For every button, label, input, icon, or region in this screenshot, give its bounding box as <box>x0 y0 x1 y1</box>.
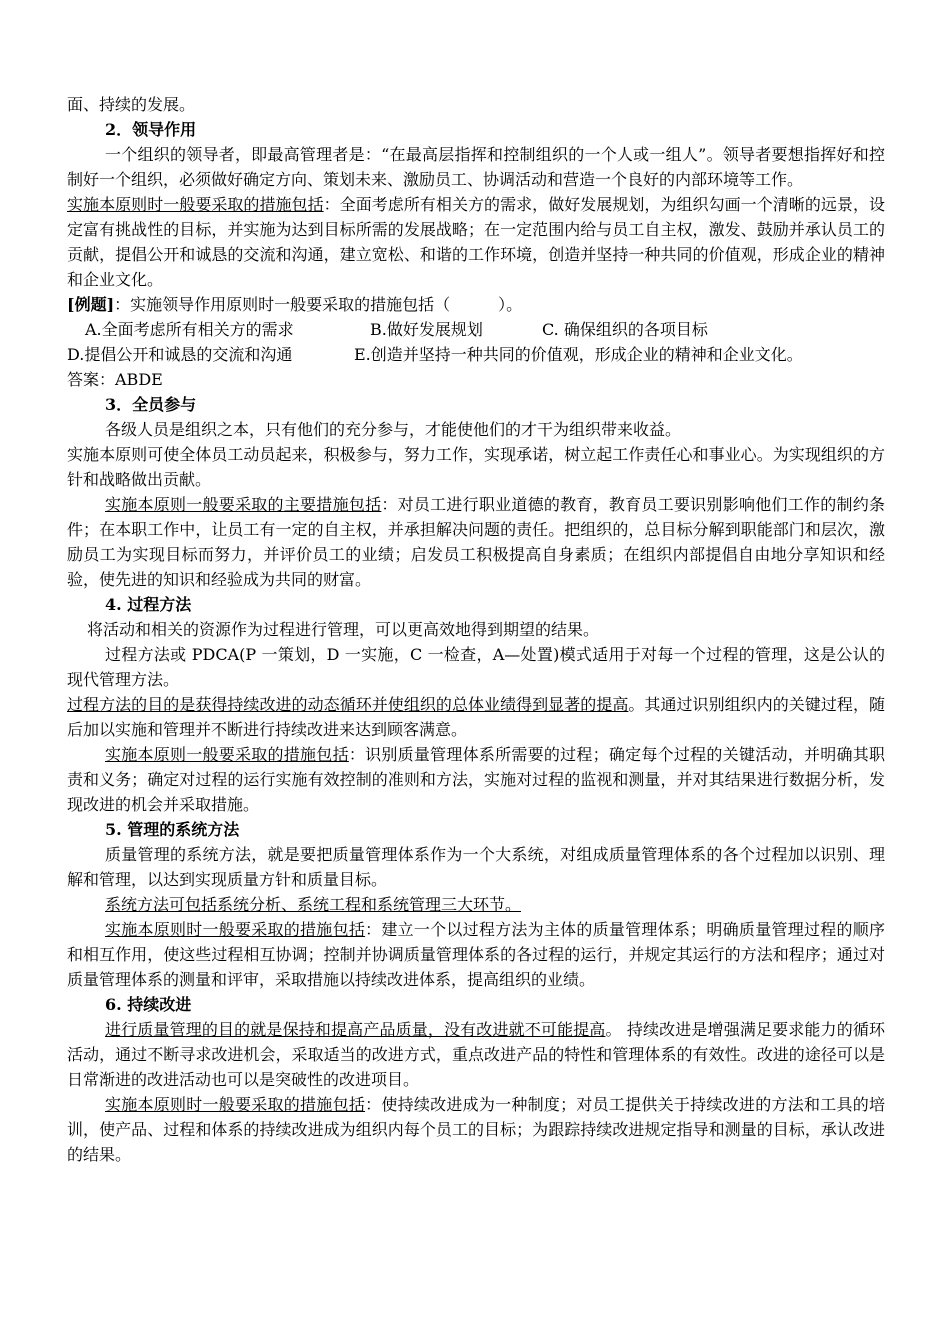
section-2-measures-text: ：全面考虑所有相关方的需求，做好发展规划，为组织勾画一个清晰的远景，设定富有挑战性的目标，并实施为达到目标所需的发展战略；在一定范围内给与员工自主权，激发、鼓励并承认员工的贡献，提倡公开和诚恳的交流和沟通，建立宽松、和谐的工作环境，创造并坚持一种共同的价值观，形成企业的精神和企业文化。 <box>67 195 885 289</box>
section-4-measures-text: ：识别质量管理体系所需要的过程；确定每个过程的关键活动，并明确其职责和义务；确定对过程的运行实施有效控制的准则和方法，实施对过程的监视和测量，并对其结果进行数据分析，发现改进的机会并采取措施。 <box>67 745 885 814</box>
section-4-paragraph-2: 过程方法或 PDCA(P 一策划，D 一实施，C 一检查，A—处置)模式适用于对每一个过程的管理，这是公认的现代管理方法。 <box>67 645 885 689</box>
section-3-measures-label: 实施本原则一般要采取的主要措施包括 <box>105 495 382 514</box>
section-2-heading: 2．领导作用 <box>105 120 197 139</box>
section-4-purpose-label: 过程方法的目的是获得持续改进的动态循环并使组织的总体业绩得到显著的提高 <box>67 695 629 714</box>
section-5-measures <box>67 917 885 992</box>
section-3-heading: 3．全员参与 <box>105 395 197 414</box>
option-c: C. 确保组织的各项目标 <box>542 320 708 339</box>
section-5-paragraph-2-text: 系统方法可包括系统分析、系统工程和系统管理三大环节。 <box>105 895 522 914</box>
option-b: B.做好发展规划 <box>370 320 483 339</box>
section-4-purpose-text: 。其通过识别组织内的关键过程，随后加以实施和管理并不断进行持续改进来达到顾客满意。 <box>67 695 885 739</box>
section-2-measures-label: 实施本原则时一般要采取的措施包括 <box>67 195 324 214</box>
section-2-paragraph-1: 一个组织的领导者，即最高管理者是：“在最高层指挥和控制组织的一个人或一组人”。领导者要想指挥好和控制好一个组织，必须做好确定方向、策划未来、激励员工、协调活动和营造一个良好的内部环境等工作。 <box>67 145 885 189</box>
section-5-paragraph-2 <box>67 892 885 917</box>
intro-tail: 面、持续的发展。 <box>67 95 196 114</box>
example-options-row-1 <box>67 317 885 342</box>
section-5-measures-text: ：建立一个以过程方法为主体的质量管理体系；明确质量管理过程的顺序和相互作用，使这些过程相互协调；控制并协调质量管理体系的各过程的运行，并规定其运行的方法和程序；通过对质量管理体系的测量和评审，采取措施以持续改进体系，提高组织的业绩。 <box>67 920 885 989</box>
section-6-purpose-label: 进行质量管理的目的就是保持和提高产品质量，没有改进就不可能提高 <box>105 1020 606 1039</box>
section-3-measures <box>67 492 885 592</box>
section-6-measures-text: ：使持续改进成为一种制度；对员工提供关于持续改进的方法和工具的培训，使产品、过程和体系的持续改进成为组织内每个员工的目标；为跟踪持续改进规定指导和测量的目标，承认改进的结果。 <box>67 1095 885 1164</box>
example-text: ：实施领导作用原则时一般要采取的措施包括（ ）。 <box>114 295 523 314</box>
section-6-measures <box>67 1092 885 1167</box>
section-4-measures-label: 实施本原则一般要采取的措施包括 <box>105 745 349 764</box>
section-5-measures-label: 实施本原则时一般要采取的措施包括 <box>105 920 366 939</box>
section-3-paragraph-2: 实施本原则可使全体员工动员起来，积极参与，努力工作，实现承诺，树立起工作责任心和事业心。为实现组织的方针和战略做出贡献。 <box>67 445 885 489</box>
section-5-paragraph-1: 质量管理的系统方法，就是要把质量管理体系作为一个大系统，对组成质量管理体系的各个过程加以识别、理解和管理，以达到实现质量方针和质量目标。 <box>67 845 885 889</box>
example-options-row-2 <box>67 342 885 367</box>
option-d: D.提倡公开和诚恳的交流和沟通 <box>67 345 293 364</box>
section-6-purpose <box>67 1017 885 1092</box>
example-answer: 答案：ABDE <box>67 370 163 389</box>
section-4-measures <box>67 742 885 817</box>
section-6-measures-label: 实施本原则时一般要采取的措施包括 <box>105 1095 366 1114</box>
section-4-paragraph-1: 将活动和相关的资源作为过程进行管理，可以更高效地得到期望的结果。 <box>87 620 600 639</box>
section-4-purpose <box>67 692 885 742</box>
option-a: A.全面考虑所有相关方的需求 <box>85 320 294 339</box>
section-6-heading: 6. 持续改进 <box>105 995 192 1014</box>
section-6-purpose-text: 。 持续改进是增强满足要求能力的循环活动，通过不断寻求改进机会，采取适当的改进方式，重点改进产品的特性和管理体系的有效性。改进的途径可以是日常渐进的改进活动也可以是突破性的改进项目。 <box>67 1020 885 1089</box>
section-2-measures <box>67 192 885 292</box>
section-3-paragraph-1: 各级人员是组织之本，只有他们的充分参与，才能使他们的才干为组织带来收益。 <box>105 420 682 439</box>
section-5-heading: 5. 管理的系统方法 <box>105 820 240 839</box>
example-label: [例题] <box>67 295 115 314</box>
section-3-measures-text: ：对员工进行职业道德的教育，教育员工要识别影响他们工作的制约条件；在本职工作中，让员工有一定的自主权，并承担解决问题的责任。把组织的，总目标分解到职能部门和层次，激励员工为实现目标而努力，并评价员工的业绩；启发员工积极提高自身素质；在组织内部提倡自由地分享知识和经验，使先进的知识和经验成为共同的财富。 <box>67 495 885 589</box>
section-4-heading: 4. 过程方法 <box>105 595 192 614</box>
example-question <box>67 292 885 317</box>
document-page <box>67 92 885 1167</box>
option-e: E.创造并坚持一种共同的价值观，形成企业的精神和企业文化。 <box>354 345 803 364</box>
